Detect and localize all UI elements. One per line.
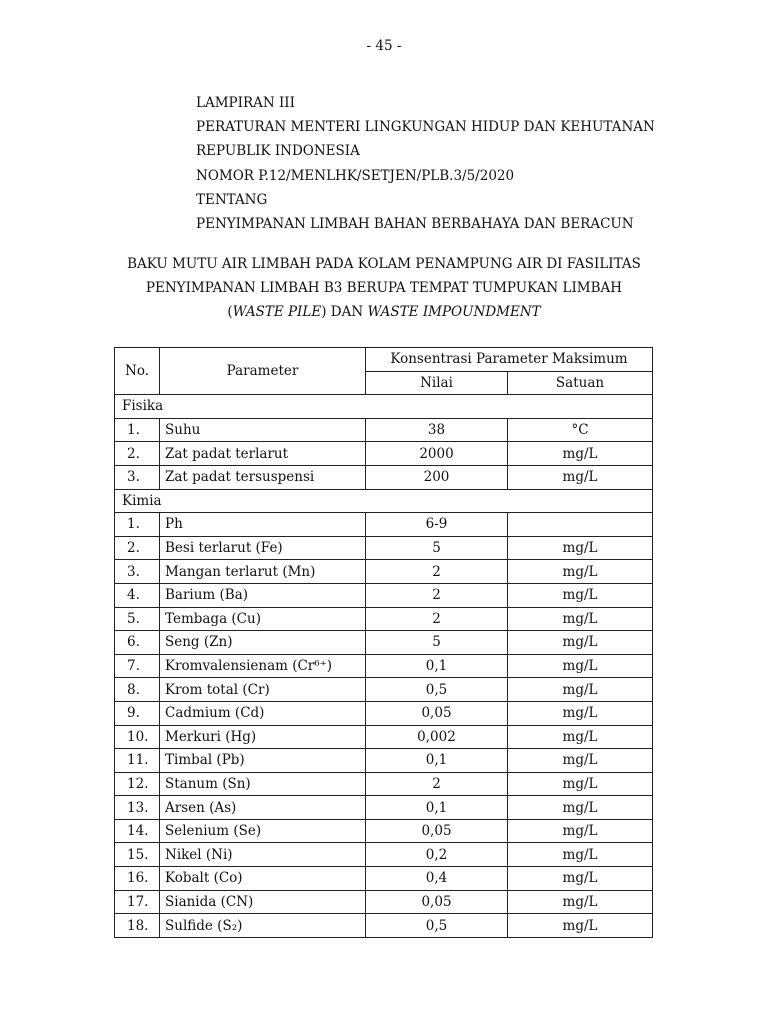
table-row: [115, 583, 653, 607]
row-number: 10.: [115, 725, 160, 749]
row-parameter: Mangan terlarut (Mn): [160, 560, 366, 584]
row-parameter: Besi terlarut (Fe): [160, 536, 366, 560]
table-row: [115, 654, 653, 678]
row-satuan: mg/L: [508, 607, 653, 631]
row-number: 7.: [115, 654, 160, 678]
row-nilai: 38: [366, 418, 508, 442]
regulation-header: [196, 91, 655, 236]
row-satuan: mg/L: [508, 867, 653, 891]
header-line: PERATURAN MENTERI LINGKUNGAN HIDUP DAN KEHUTANAN: [196, 119, 655, 136]
row-satuan: mg/L: [508, 725, 653, 749]
row-satuan: mg/L: [508, 560, 653, 584]
row-satuan: mg/L: [508, 654, 653, 678]
row-nilai: 0,05: [366, 701, 508, 725]
row-number: 6.: [115, 631, 160, 655]
header-line: PENYIMPANAN LIMBAH BAHAN BERBAHAYA DAN BERACUN: [196, 215, 634, 232]
table-row: [115, 701, 653, 725]
table-body: [115, 395, 653, 938]
row-number: 3.: [115, 560, 160, 584]
row-number: 11.: [115, 749, 160, 773]
row-parameter: Arsen (As): [160, 796, 366, 820]
row-satuan: mg/L: [508, 442, 653, 466]
row-parameter: Nikel (Ni): [160, 843, 366, 867]
row-number: 1.: [115, 418, 160, 442]
row-number: 15.: [115, 843, 160, 867]
row-nilai: 5: [366, 631, 508, 655]
table-row: [115, 560, 653, 584]
row-number: 3.: [115, 465, 160, 489]
row-number: 2.: [115, 536, 160, 560]
title-text: (: [227, 304, 233, 320]
row-nilai: 2: [366, 607, 508, 631]
row-nilai: 200: [366, 465, 508, 489]
row-satuan: mg/L: [508, 465, 653, 489]
column-header-group: Konsentrasi Parameter Maksimum: [366, 348, 653, 372]
row-parameter: Cadmium (Cd): [160, 701, 366, 725]
row-satuan: mg/L: [508, 890, 653, 914]
row-parameter: Sulfide (S₂): [160, 914, 366, 938]
row-parameter: Suhu: [160, 418, 366, 442]
title-italic-text: WASTE IMPOUNDMENT: [367, 304, 541, 320]
row-parameter: Zat padat terlarut: [160, 442, 366, 466]
header-line: REPUBLIK INDONESIA: [196, 143, 360, 160]
table-row: [115, 442, 653, 466]
row-parameter: Sianida (CN): [160, 890, 366, 914]
row-parameter: Ph: [160, 513, 366, 537]
header-line: LAMPIRAN III: [196, 95, 295, 111]
section-label: Kimia: [115, 489, 653, 513]
row-nilai: 2000: [366, 442, 508, 466]
table-row: [115, 914, 653, 938]
table-row: [115, 890, 653, 914]
row-parameter: Kobalt (Co): [160, 867, 366, 891]
title-italic-text: WASTE PILE: [232, 304, 322, 320]
row-nilai: 5: [366, 536, 508, 560]
column-header-no: No.: [115, 348, 160, 395]
row-satuan: [508, 513, 653, 537]
row-parameter: Selenium (Se): [160, 819, 366, 843]
row-satuan: mg/L: [508, 749, 653, 773]
title-text: ) DAN: [321, 304, 368, 320]
table-row: [115, 819, 653, 843]
table-row: [115, 772, 653, 796]
column-header-nilai: Nilai: [366, 371, 508, 395]
row-nilai: 2: [366, 772, 508, 796]
row-parameter: Kromvalensienam (Cr⁶⁺): [160, 654, 366, 678]
row-satuan: mg/L: [508, 631, 653, 655]
row-parameter: Barium (Ba): [160, 583, 366, 607]
row-parameter: Tembaga (Cu): [160, 607, 366, 631]
row-number: 8.: [115, 678, 160, 702]
row-satuan: mg/L: [508, 678, 653, 702]
title-line: [0, 300, 768, 324]
row-parameter: Zat padat tersuspensi: [160, 465, 366, 489]
section-label: Fisika: [115, 395, 653, 419]
row-satuan: mg/L: [508, 914, 653, 938]
table-row: [115, 678, 653, 702]
header-line: TENTANG: [196, 191, 268, 208]
section-row: [115, 395, 653, 419]
row-satuan: °C: [508, 418, 653, 442]
table-row: [115, 607, 653, 631]
table-row: [115, 725, 653, 749]
row-number: 18.: [115, 914, 160, 938]
table-row: [115, 536, 653, 560]
table-row: [115, 749, 653, 773]
title-line: BAKU MUTU AIR LIMBAH PADA KOLAM PENAMPUNG AIR DI FASILITAS: [127, 256, 641, 272]
row-satuan: mg/L: [508, 843, 653, 867]
row-nilai: 0,1: [366, 654, 508, 678]
row-number: 5.: [115, 607, 160, 631]
row-nilai: 0,4: [366, 867, 508, 891]
row-nilai: 2: [366, 560, 508, 584]
row-nilai: 0,2: [366, 843, 508, 867]
row-nilai: 2: [366, 583, 508, 607]
row-number: 2.: [115, 442, 160, 466]
row-parameter: Stanum (Sn): [160, 772, 366, 796]
row-nilai: 0,05: [366, 819, 508, 843]
row-number: 12.: [115, 772, 160, 796]
row-number: 9.: [115, 701, 160, 725]
table-row: [115, 631, 653, 655]
table-row: [115, 513, 653, 537]
row-nilai: 6-9: [366, 513, 508, 537]
page-number: - 45 -: [366, 38, 402, 54]
row-nilai: 0,1: [366, 796, 508, 820]
row-satuan: mg/L: [508, 796, 653, 820]
quality-standard-table: [114, 347, 653, 938]
row-number: 4.: [115, 583, 160, 607]
row-satuan: mg/L: [508, 819, 653, 843]
section-row: [115, 489, 653, 513]
row-nilai: 0,002: [366, 725, 508, 749]
row-number: 1.: [115, 513, 160, 537]
row-number: 13.: [115, 796, 160, 820]
table-row: [115, 796, 653, 820]
row-number: 17.: [115, 890, 160, 914]
row-satuan: mg/L: [508, 701, 653, 725]
table-row: [115, 465, 653, 489]
row-nilai: 0,5: [366, 678, 508, 702]
row-number: 14.: [115, 819, 160, 843]
row-parameter: Merkuri (Hg): [160, 725, 366, 749]
table-row: [115, 418, 653, 442]
table-row: [115, 867, 653, 891]
table-row: [115, 843, 653, 867]
column-header-satuan: Satuan: [508, 371, 653, 395]
row-parameter: Krom total (Cr): [160, 678, 366, 702]
row-parameter: Seng (Zn): [160, 631, 366, 655]
row-satuan: mg/L: [508, 536, 653, 560]
header-line: NOMOR P.12/MENLHK/SETJEN/PLB.3/5/2020: [196, 167, 515, 184]
table-header-row: [115, 348, 653, 372]
row-parameter: Timbal (Pb): [160, 749, 366, 773]
column-header-parameter: Parameter: [160, 348, 366, 395]
row-nilai: 0,5: [366, 914, 508, 938]
row-nilai: 0,1: [366, 749, 508, 773]
row-satuan: mg/L: [508, 772, 653, 796]
document-title: [0, 252, 768, 324]
row-nilai: 0,05: [366, 890, 508, 914]
row-number: 16.: [115, 867, 160, 891]
title-line: PENYIMPANAN LIMBAH B3 BERUPA TEMPAT TUMPUKAN LIMBAH: [145, 280, 623, 296]
row-satuan: mg/L: [508, 583, 653, 607]
